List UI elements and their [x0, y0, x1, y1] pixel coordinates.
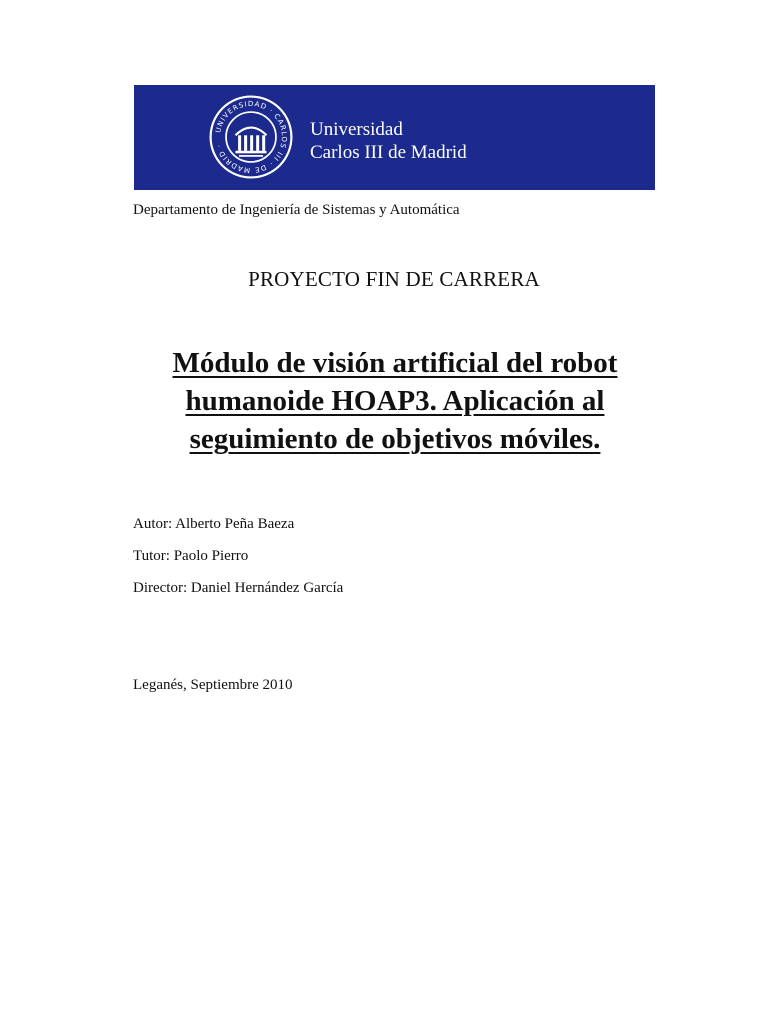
tutor-label: Tutor:	[133, 548, 170, 564]
university-name-line2: Carlos III de Madrid	[310, 142, 467, 163]
author-line	[133, 516, 294, 533]
title-line-2: humanoide HOAP3. Aplicación al	[185, 385, 605, 417]
tutor-name: Paolo Pierro	[173, 548, 249, 564]
director-line	[133, 580, 343, 597]
svg-text:UNIVERSIDAD · CARLOS III · DE: UNIVERSIDAD · CARLOS III · DE MADRID ·	[213, 99, 290, 176]
university-seal-icon	[208, 94, 294, 180]
author-label: Autor:	[133, 516, 173, 532]
document-title	[100, 344, 690, 458]
project-label: PROYECTO FIN DE CARRERA	[248, 267, 540, 291]
tutor-line	[133, 548, 248, 565]
title-line-3: seguimiento de objetivos móviles.	[189, 423, 601, 455]
department-name: Departamento de Ingeniería de Sistemas y Automática	[133, 202, 460, 218]
university-banner	[134, 85, 655, 190]
place-date: Leganés, Septiembre 2010	[133, 677, 293, 693]
author-name: Alberto Peña Baeza	[175, 516, 295, 532]
director-label: Director:	[133, 580, 188, 596]
title-line-1: Módulo de visión artificial del robot	[172, 347, 618, 379]
university-name	[310, 118, 467, 164]
university-name-line1: Universidad	[310, 119, 403, 140]
director-name: Daniel Hernández García	[190, 580, 344, 596]
